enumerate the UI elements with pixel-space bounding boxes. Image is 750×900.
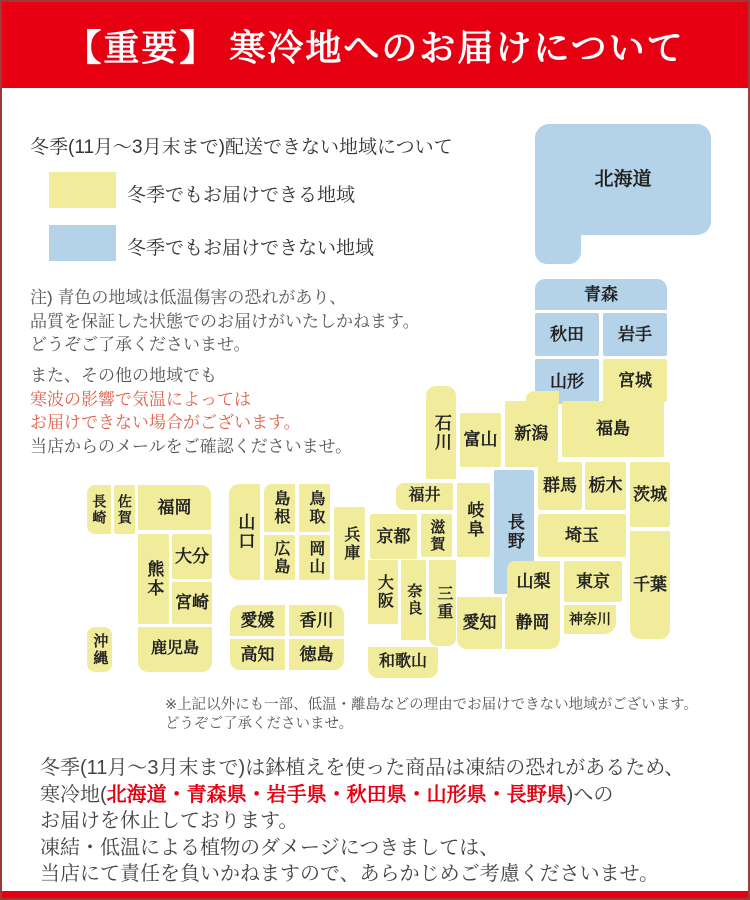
page-title: 【重要】 寒冷地へのお届けについて — [65, 26, 685, 68]
prefecture-tokushima: 徳島 — [289, 639, 344, 670]
prefecture-aomori: 青森 — [535, 279, 667, 310]
prefecture-ishikawa: 石川 — [426, 386, 456, 479]
prefecture-yamagata: 山形 — [535, 359, 599, 404]
prefecture-hiroshima: 広島 — [264, 535, 295, 580]
prefecture-shiga: 滋賀 — [421, 514, 452, 557]
prefecture-nara: 奈良 — [401, 560, 426, 640]
prefecture-fukushima: 福島 — [562, 401, 664, 457]
note-caution-line: 品質を保証した状態でのお届けがいたしかねます。 — [30, 311, 420, 331]
legend-title: 冬季(11月～3月末まで)配送できない地域について — [30, 137, 453, 158]
prefecture-osaka: 大阪 — [368, 560, 398, 624]
prefecture-ibaraki: 茨城 — [630, 462, 670, 527]
footer-cold-region-list: 北海道・青森県・岩手県・秋田県・山形県・長野県 — [106, 783, 567, 806]
prefecture-wakayama: 和歌山 — [368, 647, 438, 678]
prefecture-nagano: 長野 — [494, 470, 534, 594]
prefecture-fukuoka: 福岡 — [138, 485, 211, 530]
prefecture-shimane: 島根 — [264, 484, 295, 532]
prefecture-aichi: 愛知 — [457, 597, 502, 649]
map-footnote — [165, 696, 698, 733]
prefecture-kochi: 高知 — [230, 639, 285, 670]
note-extra-line: また、その他の地域でも — [30, 366, 217, 385]
prefecture-gifu: 岐阜 — [457, 483, 490, 557]
prefecture-chiba: 千葉 — [630, 531, 670, 639]
legend-label-not-deliverable: 冬季でもお届けできない地域 — [127, 238, 375, 259]
prefecture-gunma: 群馬 — [538, 462, 582, 510]
footer-line: 凍結・低温による植物のダメージにつきましては、 — [40, 836, 500, 859]
prefecture-toyama: 富山 — [460, 413, 501, 467]
prefecture-yamaguchi: 山口 — [229, 484, 260, 580]
footer-line-cold-regions — [40, 782, 684, 809]
note-extra — [30, 364, 352, 458]
prefecture-kagawa: 香川 — [289, 605, 344, 636]
prefecture-kanagawa: 神奈川 — [564, 605, 616, 634]
footer-line-suffix: )への — [566, 783, 614, 806]
prefecture-kyoto: 京都 — [370, 514, 417, 559]
prefecture-niigata-arm — [526, 391, 559, 405]
prefecture-kagoshima: 鹿児島 — [138, 627, 212, 672]
header-banner — [2, 2, 748, 88]
prefecture-hokkaido-foot — [535, 207, 581, 264]
prefecture-miyagi: 宮城 — [603, 359, 667, 402]
prefecture-tottori: 鳥取 — [299, 484, 330, 532]
prefecture-shizuoka: 静岡 — [505, 597, 560, 649]
legend-swatch-not-deliverable — [49, 225, 116, 261]
prefecture-yamanashi: 山梨 — [507, 561, 560, 602]
prefecture-iwate: 岩手 — [603, 313, 667, 356]
prefecture-ehime: 愛媛 — [230, 605, 285, 636]
prefecture-mie: 三重 — [429, 560, 456, 646]
footer-line-prefix: 寒冷地( — [40, 783, 107, 806]
footer-line: お届けを休止しております。 — [40, 810, 299, 832]
prefecture-fukui: 福井 — [396, 483, 453, 510]
prefecture-hokkaido: 北海道 — [535, 124, 711, 235]
prefecture-okayama: 岡山 — [299, 535, 330, 580]
note-extra-line: 当店からのメールをご確認くださいませ。 — [30, 436, 353, 456]
prefecture-hyogo: 兵庫 — [334, 507, 365, 580]
map-footnote-line: どうぞご了承くださいませ。 — [165, 715, 354, 732]
legend-label-deliverable: 冬季でもお届けできる地域 — [127, 185, 356, 206]
footer-line: 当店にて責任を負いかねますので、あらかじめご考慮くださいませ。 — [40, 863, 659, 885]
footer-line: 冬季(11月～3月末まで)は鉢植えを使った商品は凍結の恐れがあるため、 — [40, 757, 685, 779]
prefecture-nagasaki: 長崎 — [87, 485, 111, 534]
note-caution-line: どうぞご了承くださいませ。 — [30, 335, 251, 354]
footer-paragraph — [40, 755, 684, 888]
map-footnote-line: ※上記以外にも一部、低温・離島などの理由でお届けできない地域がございます。 — [165, 697, 698, 713]
note-extra-line-red: 寒波の影響で気温によっては — [30, 389, 251, 409]
prefecture-tochigi: 栃木 — [585, 462, 626, 510]
prefecture-miyazaki: 宮崎 — [172, 582, 212, 624]
prefecture-akita: 秋田 — [535, 313, 599, 356]
note-caution — [30, 286, 420, 357]
note-caution-line: 注) 青色の地域は低温傷害の恐れがあり、 — [30, 288, 347, 307]
prefecture-oita: 大分 — [172, 534, 212, 579]
legend-swatch-deliverable — [49, 172, 116, 208]
prefecture-tokyo: 東京 — [564, 561, 622, 602]
note-extra-line-red: お届けできない場合がございます。 — [30, 413, 301, 432]
prefecture-kumamoto: 熊本 — [138, 534, 169, 624]
prefecture-saitama: 埼玉 — [538, 514, 626, 557]
prefecture-okinawa: 沖縄 — [87, 627, 112, 672]
bottom-red-bar — [2, 891, 748, 898]
prefecture-niigata: 新潟 — [505, 401, 558, 467]
prefecture-saga: 佐賀 — [114, 485, 135, 534]
